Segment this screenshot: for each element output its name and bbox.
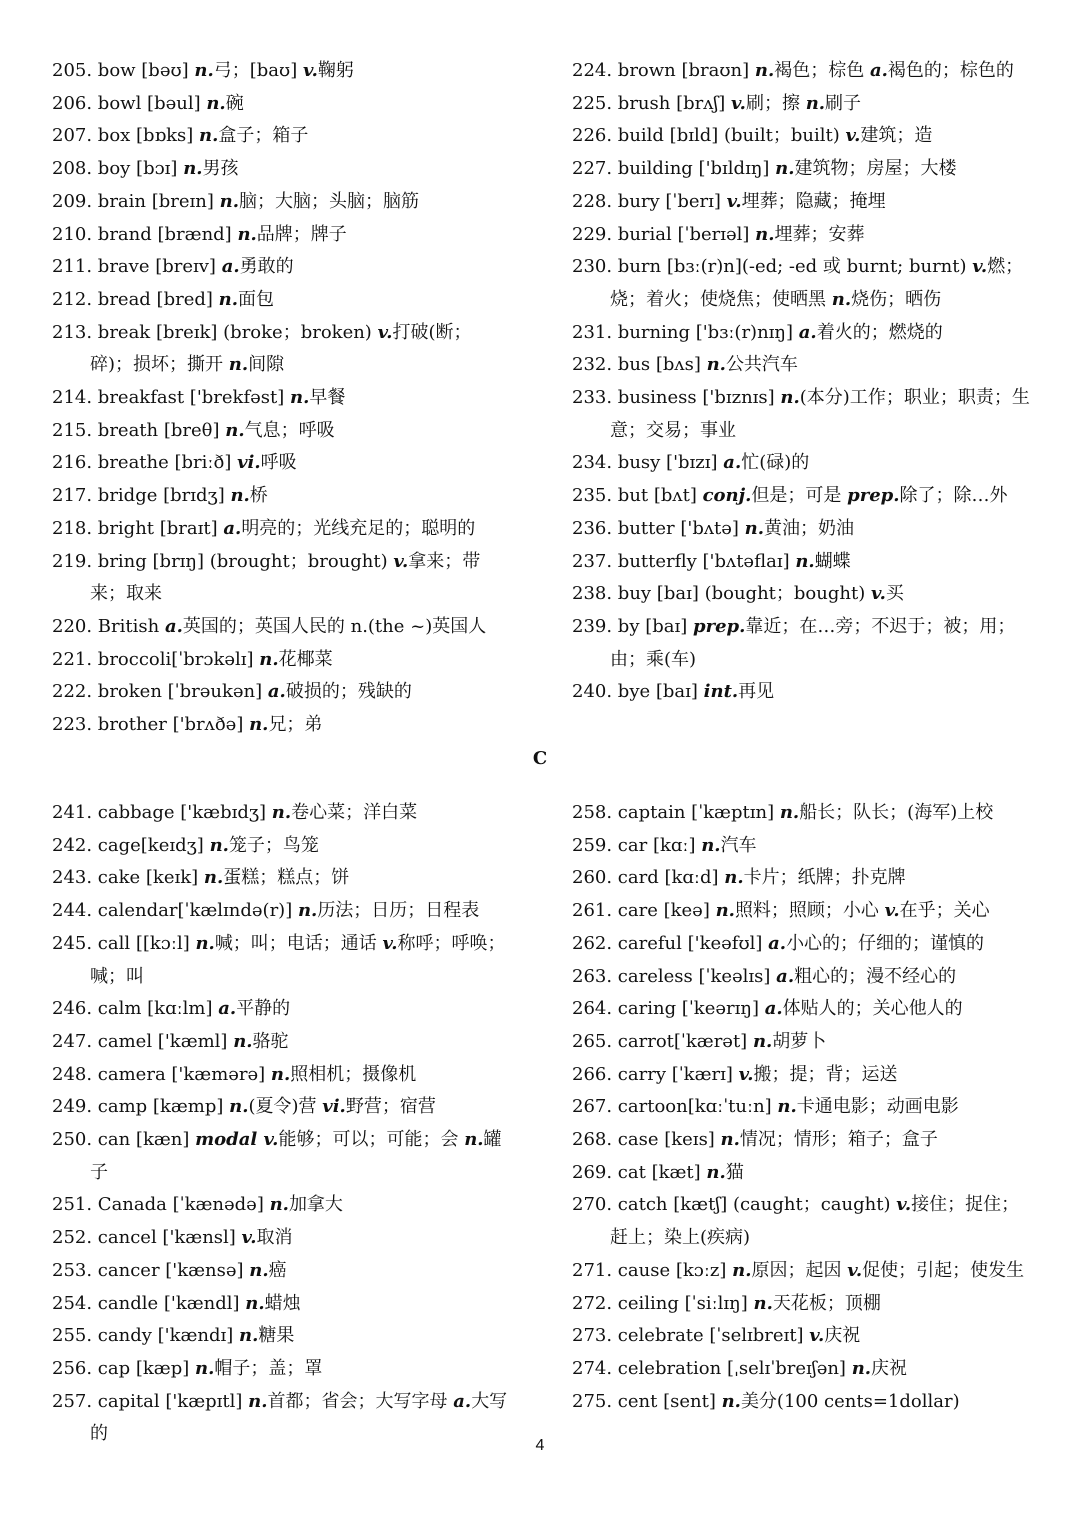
vocab-entry: 215. breath [breθ] n.气息；呼吸 bbox=[52, 419, 335, 441]
vocab-entry: 218. bright [braɪt] a.明亮的；光线充足的；聪明的 bbox=[52, 517, 476, 539]
vocab-entry: 216. breathe [briːð] vi.呼吸 bbox=[52, 452, 297, 474]
vocab-entry: 231. burning ['bɜː(r)nɪŋ] a.着火的；燃烧的 bbox=[572, 321, 943, 343]
vocab-entry: 232. bus [bʌs] n.公共汽车 bbox=[572, 354, 798, 376]
vocab-entry: 273. celebrate [ˈselɪbreɪt] v.庆祝 bbox=[572, 1325, 861, 1347]
vocab-entry: 212. bread [bred] n.面包 bbox=[52, 288, 274, 310]
vocab-entry: 271. cause [kɔːz] n.原因；起因 v.促使；引起；使发生 bbox=[572, 1259, 1025, 1281]
vocab-entry: 274. celebration [ˌselɪˈbreɪʃən] n.庆祝 bbox=[572, 1357, 908, 1379]
vocab-entry: 207. box [bɒks] n.盒子；箱子 bbox=[52, 125, 309, 147]
vocab-entry: 264. caring [ˈkeərɪŋ] a.体贴人的；关心他人的 bbox=[572, 998, 963, 1020]
vocab-entry: 251. Canada [ˈkænədə] n.加拿大 bbox=[52, 1194, 343, 1216]
vocab-entry: 249. camp [kæmp] n.(夏令)营 vi.野营；宿营 bbox=[52, 1096, 436, 1118]
vocab-entry: 267. cartoon[kɑːˈtuːn] n.卡通电影；动画电影 bbox=[572, 1096, 959, 1118]
vocab-entry: 248. camera ['kæmərə] n.照相机；摄像机 bbox=[52, 1063, 417, 1085]
vocab-entry: 238. buy [baɪ] (bought；bought) v.买 bbox=[572, 583, 904, 605]
vocab-entry: 243. cake [keɪk] n.蛋糕；糕点；饼 bbox=[52, 867, 350, 889]
vocab-entry: 219. bring [brɪŋ] (brought；brought) v.拿来；带来；取来 bbox=[52, 550, 481, 605]
vocab-entry: 261. care [keə] n.照料；照顾；小心 v.在乎；关心 bbox=[572, 900, 990, 922]
vocab-entry: 258. captain [ˈkæptɪn] n.船长；队长；(海军)上校 bbox=[572, 802, 994, 823]
vocab-entry: 252. cancel ['kænsl] v.取消 bbox=[52, 1227, 293, 1249]
vocab-entry: 241. cabbage ['kæbɪdʒ] n.卷心菜；洋白菜 bbox=[52, 802, 418, 823]
vocab-entry: 263. careless [ˈkeəlɪs] a.粗心的；漫不经心的 bbox=[572, 965, 957, 987]
vocab-entry: 217. bridge [brɪdʒ] n.桥 bbox=[52, 485, 268, 507]
vocab-entry: 250. can [kæn] modal v.能够；可以；可能；会 n.罐子 bbox=[52, 1129, 502, 1183]
vocab-entry: 235. but [bʌt] conj.但是；可是 prep.除了；除…外 bbox=[572, 485, 1008, 507]
vocab-entry: 224. brown [braʊn] n.褐色；棕色 a.褐色的；棕色的 bbox=[572, 60, 1014, 81]
vocab-entry: 255. candy ['kændɪ] n.糖果 bbox=[52, 1325, 295, 1347]
vocab-entry: 246. calm [kɑːlm] a.平静的 bbox=[52, 998, 291, 1020]
vocab-entry: 269. cat [kæt] n.猫 bbox=[572, 1161, 744, 1183]
vocab-entry: 234. busy ['bɪzɪ] a.忙(碌)的 bbox=[572, 452, 810, 474]
column-b-right bbox=[572, 55, 1034, 709]
vocab-entry: 210. brand [brænd] n.品牌；牌子 bbox=[52, 223, 347, 245]
vocab-entry: 222. broken [ˈbrəukən] a.破损的；残缺的 bbox=[52, 681, 412, 703]
vocab-entry: 242. cage[keɪdʒ] n.笼子；鸟笼 bbox=[52, 834, 319, 856]
column-b-left bbox=[52, 55, 512, 742]
vocab-entry: 256. cap [kæp] n.帽子；盖；罩 bbox=[52, 1357, 323, 1379]
vocab-entry: 228. bury [ˈberɪ] v.埋葬；隐藏；掩埋 bbox=[572, 190, 886, 212]
vocab-entry: 220. British a.英国的；英国人民的 n.(the ~)英国人 bbox=[52, 615, 487, 637]
vocab-entry: 254. candle ['kændl] n.蜡烛 bbox=[52, 1292, 301, 1314]
vocab-entry: 225. brush [brʌʃ] v.刷；擦 n.刷子 bbox=[572, 92, 862, 114]
vocab-entry: 227. building ['bɪldɪŋ] n.建筑物；房屋；大楼 bbox=[572, 158, 957, 180]
vocab-entry: 223. brother ['brʌðə] n.兄；弟 bbox=[52, 714, 323, 736]
vocab-entry: 266. carry [ˈkærɪ] v.搬；提；背；运送 bbox=[572, 1063, 898, 1085]
vocab-entry: 265. carrot[ˈkærət] n.胡萝卜 bbox=[572, 1030, 827, 1052]
vocab-entry: 221. broccoli[ˈbrɔkəlɪ] n.花椰菜 bbox=[52, 648, 333, 670]
vocab-entry: 244. calendar[ˈkælɪndə(r)] n.历法；日历；日程表 bbox=[52, 900, 480, 922]
vocab-entry: 240. bye [baɪ] int.再见 bbox=[572, 681, 775, 703]
vocab-entry: 213. break [breɪk] (broke；broken) v.打破(断；碎)；损坏；撕开 n.间隙 bbox=[52, 321, 472, 376]
vocab-entry: 275. cent [sent] n.美分(100 cents=1dollar) bbox=[572, 1390, 960, 1412]
column-c-right bbox=[572, 797, 1034, 1418]
column-c-left bbox=[52, 797, 512, 1451]
vocab-entry: 229. burial [ˈberɪəl] n.埋葬；安葬 bbox=[572, 223, 865, 245]
vocab-entry: 236. butter ['bʌtə] n.黄油；奶油 bbox=[572, 517, 855, 539]
vocab-entry: 205. bow [bəʊ] n.弓；[baʊ] v.鞠躬 bbox=[52, 60, 354, 81]
vocab-entry: 257. capital ['kæpɪtl] n.首都；省会；大写字母 a.大写的 bbox=[52, 1390, 508, 1445]
vocab-entry: 208. boy [bɔɪ] n.男孩 bbox=[52, 158, 239, 180]
vocab-entry: 247. camel ['kæml] n.骆驼 bbox=[52, 1030, 289, 1052]
page-number: 4 bbox=[535, 1437, 545, 1454]
vocab-entry: 245. call [[kɔːl] n.喊；叫；电话；通话 v.称呼；呼唤；喊；叫 bbox=[52, 932, 506, 987]
vocab-entry: 226. build [bɪld] (built；built) v.建筑；造 bbox=[572, 125, 933, 147]
vocab-entry: 237. butterfly ['bʌtəflaɪ] n.蝴蝶 bbox=[572, 550, 851, 572]
vocab-entry: 209. brain [breɪn] n.脑；大脑；头脑；脑筋 bbox=[52, 190, 419, 212]
section-letter-c: C bbox=[532, 748, 548, 769]
vocab-entry: 272. ceiling [ˈsiːlɪŋ] n.天花板；顶棚 bbox=[572, 1292, 881, 1314]
vocab-entry: 253. cancer ['kænsə] n.癌 bbox=[52, 1259, 287, 1281]
vocab-entry: 230. burn [bɜː(r)n](-ed; -ed 或 burnt; burnt) v.燃；烧；着火；使烧焦；使晒黑 n.烧伤；晒伤 bbox=[572, 256, 1024, 310]
vocab-entry: 268. case [keɪs] n.情况；情形；箱子；盒子 bbox=[572, 1129, 938, 1151]
vocab-entry: 233. business ['bɪznɪs] n.(本分)工作；职业；职责；生意；交易；事业 bbox=[572, 387, 1030, 441]
vocab-entry: 262. careful ['keəfʊl] a.小心的；仔细的；谨慎的 bbox=[572, 932, 985, 954]
vocab-entry: 206. bowl [bəul] n.碗 bbox=[52, 92, 244, 114]
vocab-entry: 239. by [baɪ] prep.靠近；在…旁；不迟于；被；用；由；乘(车) bbox=[572, 615, 1016, 670]
vocab-entry: 270. catch [kætʃ] (caught；caught) v.接住；捉住；赶上；染上(疾病) bbox=[572, 1194, 1020, 1249]
vocab-entry: 260. card [kɑːd] n.卡片；纸牌；扑克牌 bbox=[572, 867, 906, 889]
vocab-entry: 214. breakfast ['brekfəst] n.早餐 bbox=[52, 387, 346, 409]
vocab-entry: 259. car [kɑː] n.汽车 bbox=[572, 834, 757, 856]
vocab-entry: 211. brave [breɪv] a.勇敢的 bbox=[52, 256, 294, 278]
